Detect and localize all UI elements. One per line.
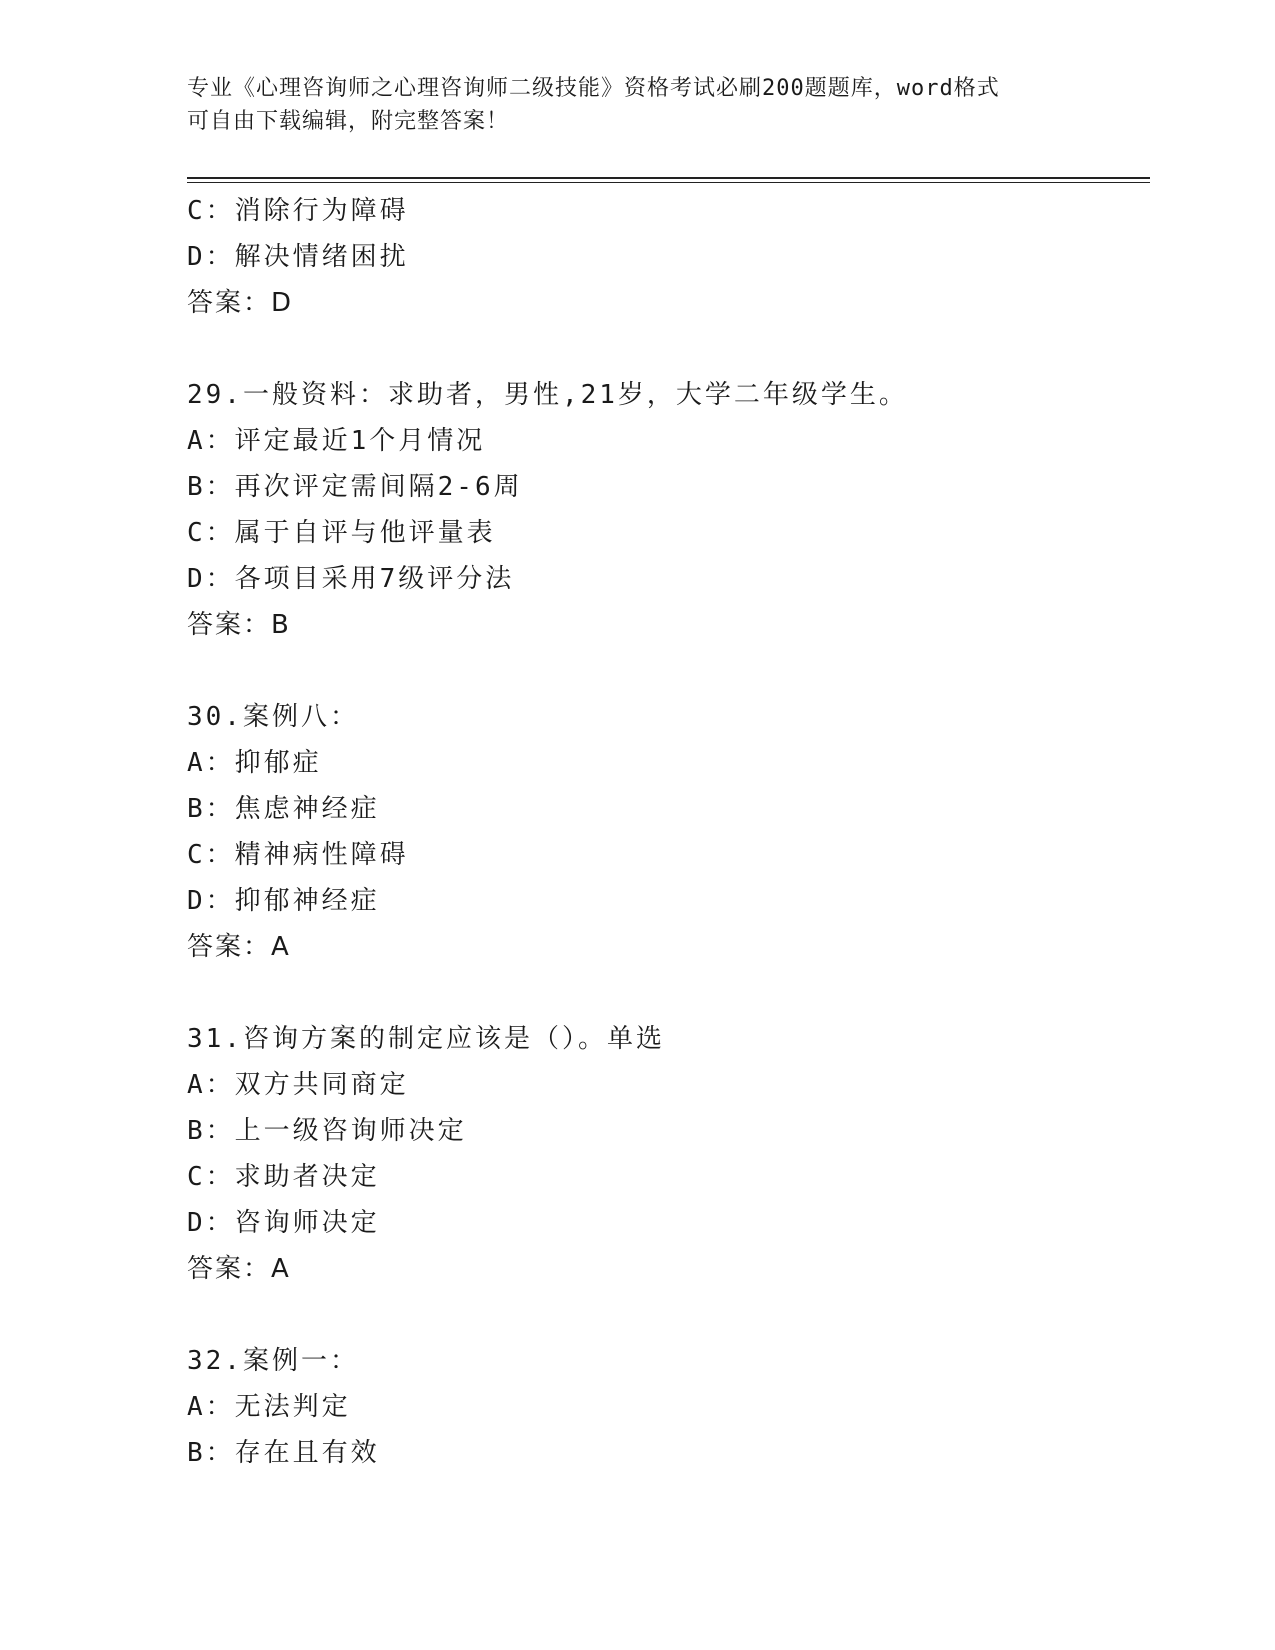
question-text: 29.一般资料：求助者，男性,21岁，大学二年级学生。 xyxy=(187,380,908,410)
option-b: B：上一级咨询师决定 xyxy=(187,1116,467,1146)
question-block-30 xyxy=(187,694,1147,970)
header-divider-thin xyxy=(187,182,1150,183)
option-d: D：解决情绪困扰 xyxy=(187,242,409,272)
option-b: B：再次评定需间隔2-6周 xyxy=(187,472,523,502)
spacer xyxy=(187,326,1147,372)
option-d: D：各项目采用7级评分法 xyxy=(187,564,515,594)
header-title-line-2: 可自由下载编辑，附完整答案！ xyxy=(187,109,510,134)
option-c: C：精神病性障碍 xyxy=(187,840,409,870)
question-text: 32.案例一： xyxy=(187,1346,359,1376)
option-a: A：无法判定 xyxy=(187,1392,351,1422)
option-d: D：抑郁神经症 xyxy=(187,886,380,916)
question-list xyxy=(187,188,1147,1476)
spacer xyxy=(187,1292,1147,1338)
question-block-31 xyxy=(187,1016,1147,1292)
question-block-29 xyxy=(187,372,1147,648)
option-b: B：存在且有效 xyxy=(187,1438,380,1468)
answer-line: 答案：B xyxy=(187,610,291,640)
header-title-line-1: 专业《心理咨询师之心理咨询师二级技能》资格考试必刷200题题库，word格式 xyxy=(187,76,1000,101)
spacer xyxy=(187,970,1147,1016)
option-a: A：抑郁症 xyxy=(187,748,322,778)
question-block-32 xyxy=(187,1338,1147,1476)
answer-line: 答案：A xyxy=(187,932,291,962)
option-c: C：属于自评与他评量表 xyxy=(187,518,496,548)
header-divider-thick xyxy=(187,177,1150,179)
question-text: 31.咨询方案的制定应该是（）。单选 xyxy=(187,1024,665,1054)
option-c: C：消除行为障碍 xyxy=(187,196,409,226)
question-text: 30.案例八： xyxy=(187,702,359,732)
option-d: D：咨询师决定 xyxy=(187,1208,380,1238)
answer-line: 答案：A xyxy=(187,1254,291,1284)
option-a: A：评定最近1个月情况 xyxy=(187,426,486,456)
option-b: B：焦虑神经症 xyxy=(187,794,380,824)
document-header xyxy=(187,72,1087,138)
spacer xyxy=(187,648,1147,694)
option-c: C：求助者决定 xyxy=(187,1162,380,1192)
question-block-prev xyxy=(187,188,1147,326)
answer-line: 答案：D xyxy=(187,288,294,318)
option-a: A：双方共同商定 xyxy=(187,1070,409,1100)
